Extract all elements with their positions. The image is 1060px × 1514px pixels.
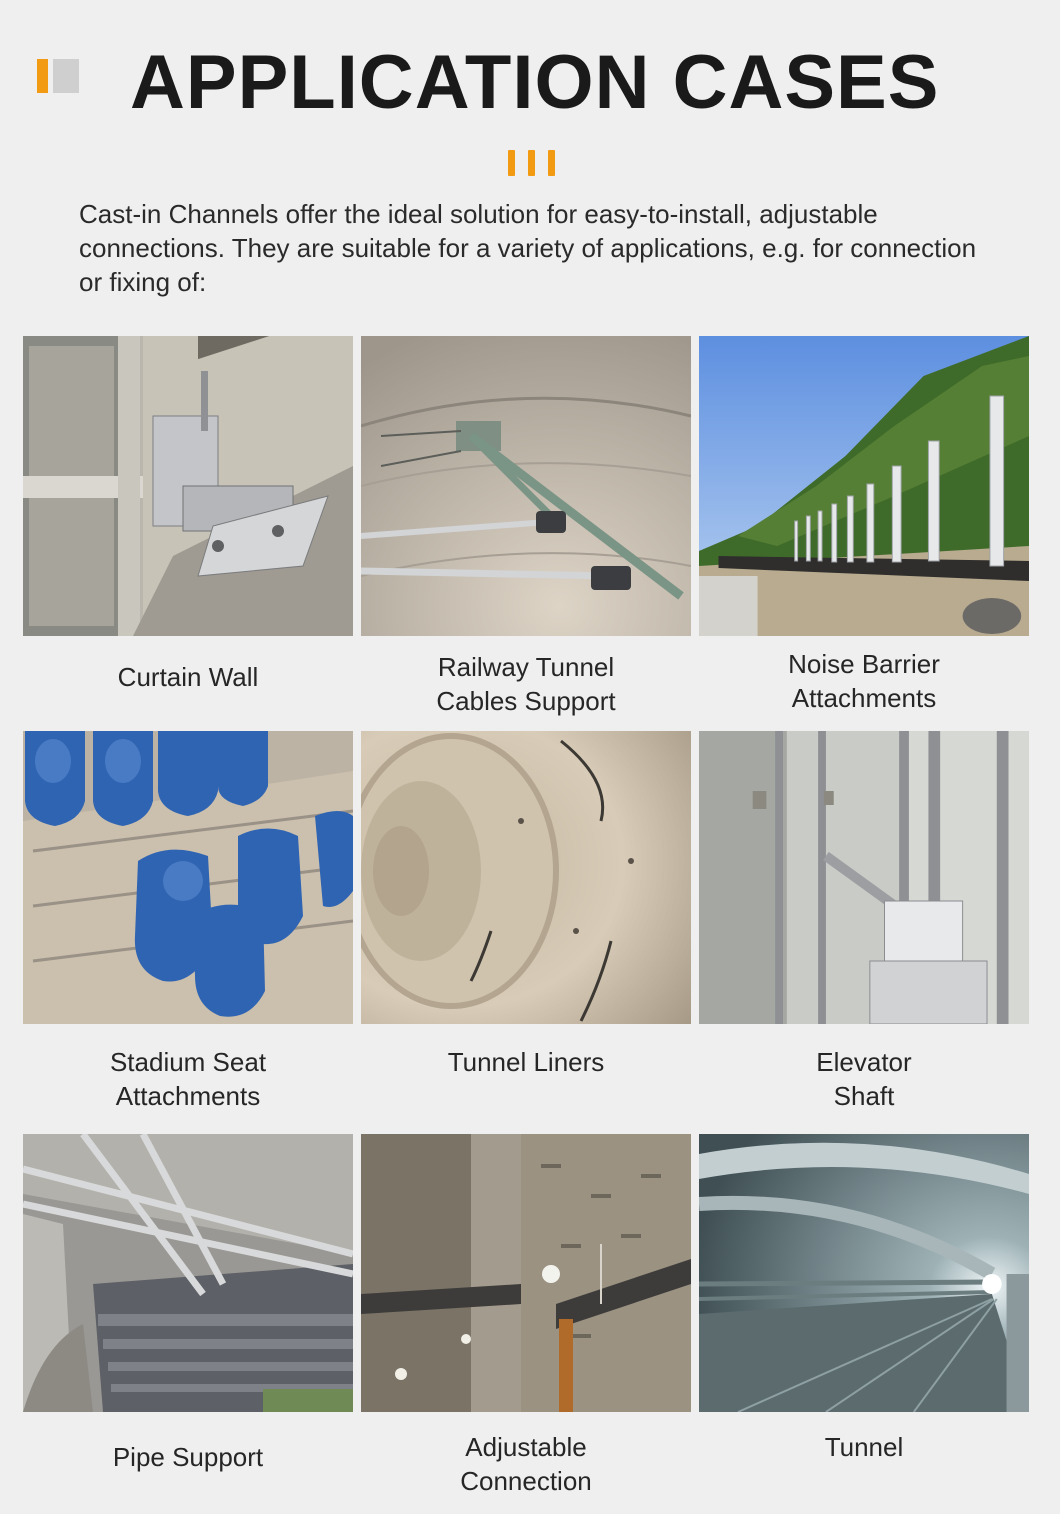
case-label-noise-barrier: Noise Barrier Attachments <box>788 649 940 713</box>
case-label-tunnel: Tunnel <box>824 1432 904 1462</box>
adjustable-connection-photo <box>361 1134 691 1412</box>
case-tile-curtain-wall <box>23 336 353 692</box>
case-tile-pipe-support <box>23 1134 353 1472</box>
case-label-pipe-support: Pipe Support <box>112 1442 264 1472</box>
railway-tunnel-cables-photo <box>361 336 691 636</box>
tunnel-photo <box>699 1134 1029 1412</box>
elevator-shaft-photo <box>699 731 1029 1024</box>
case-label-curtain-wall: Curtain Wall <box>117 662 259 692</box>
accent-bar-orange <box>37 59 48 93</box>
case-tile-tunnel <box>699 1134 1029 1462</box>
case-tile-stadium-seat <box>23 731 353 1111</box>
case-tile-noise-barrier <box>699 336 1029 713</box>
pipe-support-photo <box>23 1134 353 1412</box>
case-label-tunnel-liners: Tunnel Liners <box>447 1047 605 1077</box>
case-label-stadium-seat: Stadium Seat Attachments <box>109 1047 267 1111</box>
case-tile-railway-tunnel <box>361 336 691 716</box>
case-label-elevator-shaft: Elevator Shaft <box>816 1047 912 1111</box>
tunnel-liner-photo <box>361 731 691 1024</box>
case-tile-elevator-shaft <box>699 731 1029 1111</box>
curtain-wall-bracket-photo <box>23 336 353 636</box>
title-divider <box>508 150 556 176</box>
accent-bar-grey <box>53 59 79 93</box>
intro-text: Cast-in Channels offer the ideal solution for easy-to-install, adjustable connections. They are suitable for a variety of applications, e.g. for connection or fixing of: <box>79 199 977 297</box>
stadium-seats-photo <box>23 731 353 1024</box>
case-label-railway-tunnel: Railway Tunnel Cables Support <box>436 652 616 716</box>
case-tile-tunnel-liners <box>361 731 691 1077</box>
case-label-adjustable-connection: Adjustable Connection <box>460 1432 592 1496</box>
noise-barrier-photo <box>699 336 1029 636</box>
page-title: APPLICATION CASES <box>130 40 940 125</box>
case-tile-adjustable-connection <box>361 1134 691 1496</box>
title-accent-mark <box>37 59 79 93</box>
